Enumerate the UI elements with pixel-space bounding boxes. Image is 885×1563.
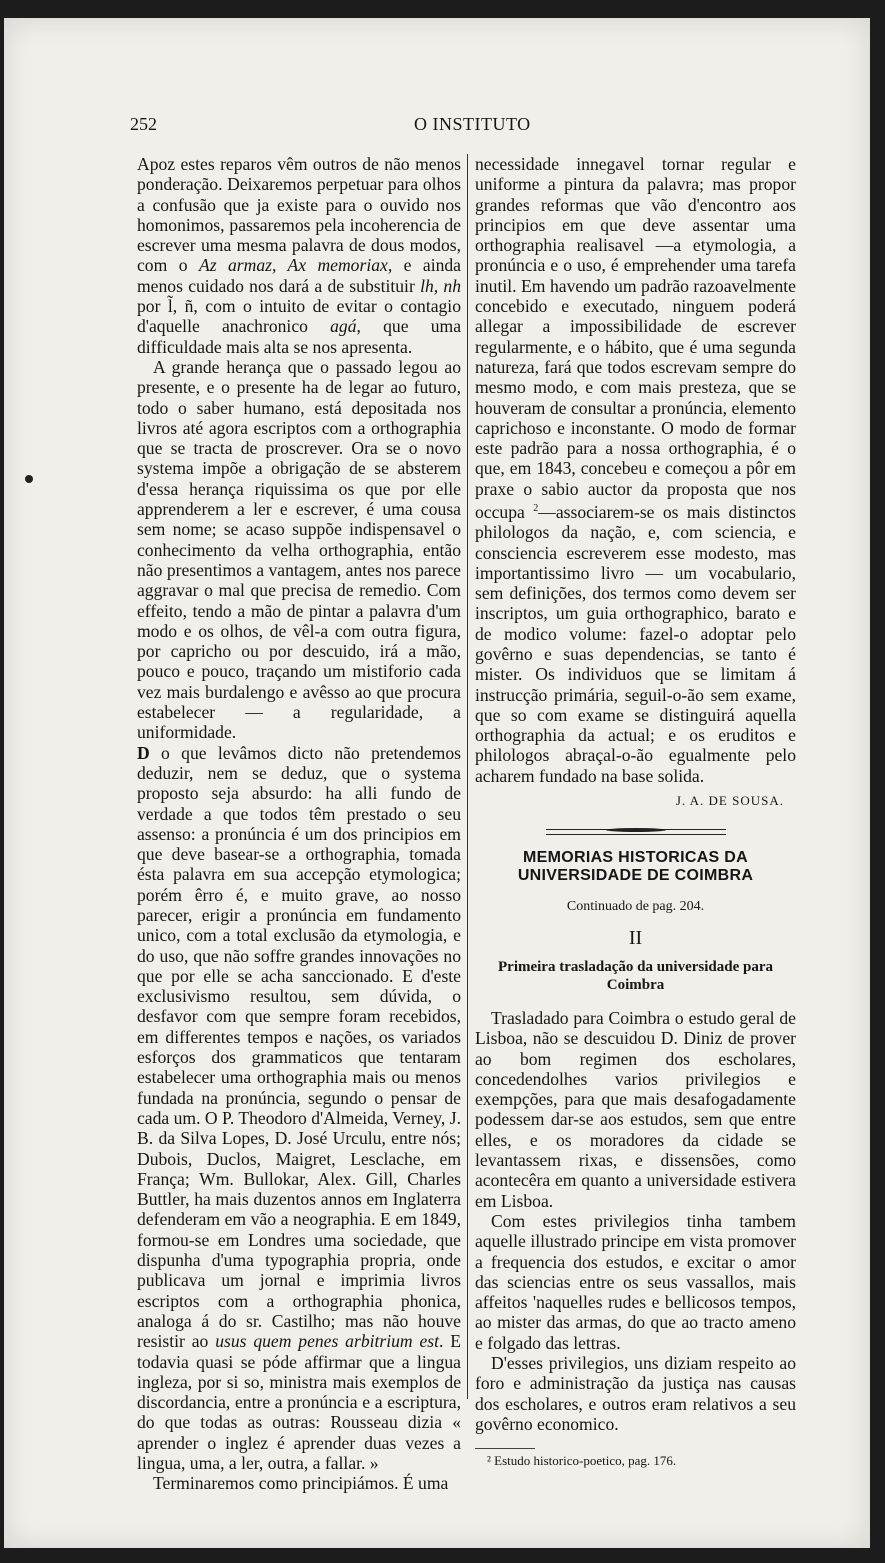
- text: necessidade innegavel tornar regular e uniforme a pintura da palavra; mas propor grandes reformas que vão d'encontro aos principios em que deve assentar uma orthographia realisavel —a etymologia, a pronúncia e o uso, é emprehender uma tarefa inutil. Em havendo um padrão razoavelmente concebido e executado, ninguem poderá allegar a impossibilidade de escrever regularmente, e o hábito, que é uma segunda natureza, fará que todos escrevam sempre do mesmo modo, e com mais presteza, que se houveram de consultar a pronúncia, elemento caprichoso e inconstante. O modo de formar este padrão para a nossa orthographia, é o que, em 1843, concebeu e começou a pôr em praxe o sabio auctor da proposta que nos occupa: [475, 154, 796, 522]
- continued-note: Continuado de pag. 204.: [566, 899, 705, 915]
- author-signature: J. A. DE SOUSA.: [675, 793, 784, 809]
- text: , que uma difficuldade mais alta se nos apresenta.: [137, 316, 461, 357]
- paragraph-continued: [475, 154, 796, 786]
- text: —associarem-se os mais distinctos philologos da nação, e, com sciencia, e consciencia escreverem esse modesto, mas importantissimo livro — um vocabulario, sem definições, dos termos como devem ser inscriptos, um guia orthographico, barato e de modico volume: fazel-o adoptar pelo govêrno e suas dependencias, se tanto é mister. Os individuos que se limitam á instrucção primária, seguil-o-ão sem exame, que so com exame se distinguirá aquella orthographia da actual; e os eruditos e philologos abraçal-o-ão egualmente pelo acharem fundado na base solida.: [475, 501, 796, 786]
- paragraph-4: Terminaremos como principiámos. É uma: [153, 1473, 449, 1494]
- footnote: ² Estudo historico-poetico, pag. 176.: [487, 1453, 677, 1469]
- italic-text: Az armaz, Ax memoriax: [198, 255, 388, 276]
- page-sheet: [4, 18, 870, 1548]
- section-title: MEMORIAS HISTORICAS DA UNIVERSIDADE DE COIMBRA: [517, 849, 754, 885]
- chapter-number: II: [628, 926, 643, 949]
- text: por l̃, ñ, com o intuito de evitar o contagio d'aquelle anachronico: [137, 296, 461, 337]
- paragraph-foro: D'esses privilegios, uns diziam respeito ao foro e administração da justiça nas causas dos escholares, e outros eram relativos a seu govêrno economico.: [475, 1353, 796, 1434]
- text: Apoz estes reparos vêm outros de não menos ponderação. Deixaremos perpetuar para olhos a confusão que ja existe para o ouvido nos homonimos, passaremos pela incoherencia de escrever uma mesma palavra de dous modos, com o: [137, 154, 461, 276]
- italic-text: agá: [330, 316, 357, 337]
- paragraph-privilegios: Com estes privilegios tinha tambem aquelle illustrado principe em vista promover a frequencia dos estudos, e excitar o amor das sciencias entre os seus vassallos, mais affeitos 'naquelles rudes e bellicosos tempos, ao mister das armas, do que ao tracto ameno e folgado das lettras.: [475, 1210, 796, 1353]
- left-column: [137, 154, 461, 1494]
- paragraph-1: [137, 154, 461, 357]
- paragraph-2: A grande herança que o passado legou ao presente, e o presente ha de legar ao futuro, todo o saber humano, está depositada nos livros até agora escriptos com a orthographia que se tracta de proscrever. Ora se o novo systema impõe a obrigação de se absterem d'essa herança riquissima os que por elle apprenderem a ler e escrever, é uma cousa sem nome; se acaso suppõe indispensavel o conhecimento da velha orthographia, então não presentimos a vantagem, antes nos parece aggravar o mal que precisa de remedio. Com effeito, tendo a mão de pintar a palavra d'um modo e os olhos, de vêl-a com outra figura, por capricho ou por descuido, irá a mão, pouco e pouco, traçando um mistiforio cada vez mais burdalengo e avêsso ao que procura estabelecer — a regularidade, a uniformidade.: [137, 356, 461, 743]
- binding-hole: [25, 475, 33, 483]
- italic-text: lh, nh: [420, 275, 461, 296]
- footnote-ref: 2: [533, 503, 539, 515]
- section-ornament: [546, 829, 726, 835]
- column-divider: [467, 154, 468, 1399]
- text: . E todavia quasi se póde affirmar que a lingua ingleza, por si so, ministra mais exemplos de discordancia, entre a pronúncia e a escriptura, do que todas as outras: Rousseau dizia « aprender o inglez é aprender duas vezes a lingua, uma, a ler, outra, a fallar. »: [137, 1331, 462, 1473]
- text: o que levâmos dicto não pretendemos deduzir, nem se deduz, que o systema proposto seja absurdo: ha alli fundo de verdade a que todos têm prestado o seu assenso: a pronúncia é um dos principios em que deve basear-se a orthographia, tomada ésta palavra em sua accepção etymologica; porém êrro é, e muito grave, ao nosso parecer, erigir a pronúncia em fundamento unico, com a total exclusão da etymologia, e do uso, que não soffre grandes innovações no que por elle se acha sanccionado. E d'este exclusivismo resultou, sem dúvida, o desfavor com que sempre foram recebidos, em differentes tempos e nações, os variados esforços dos grammaticos que tentaram estabelecer uma orthographia mais ou menos fundada na pronúncia, segundo o pensar de cada um. O P. Theodoro d'Almeida, Verney, J. B. da Silva Lopes, D. José Urculu, entre nós; Dubois, Duclos, Maigret, Lesclache, em França; Wm. Bullokar, Alex. Gill, Charles Buttler, ha mais duzentos annos em Inglaterra defenderam em vão a neographia. E em 1849, formou-se em Londres uma sociedade, que dispunha d'uma typographia propria, onde publicava um jornal e imprimia livros escriptos com a orthographia phonica, analoga á do sr. Castilho; mas não houve resistir ao: [137, 742, 461, 1352]
- paragraph-3: [137, 743, 461, 1474]
- page-number: 252: [130, 114, 157, 134]
- footnote-rule: [475, 1448, 535, 1449]
- running-title: O INSTITUTO: [414, 114, 531, 134]
- text: , e ainda menos cuidado nos dará a de substituir: [137, 255, 461, 296]
- chapter-title: Primeira trasladação da universidade para Coimbra: [498, 958, 773, 993]
- paragraph-trasladado: Trasladado para Coimbra o estudo geral de Lisboa, não se descuidou D. Diniz de prover ao bom regimen dos escholares, concedendolhes varios privilegios e exempções, para que mais desafogadamente podessem dar-se aos estudos, sem que entre elles, e os moradores da cidade se levantassem rixas, e dissensões, como acontecêra em quanto a universidade estivera em Lisboa.: [475, 1007, 796, 1211]
- italic-text: usus quem penes arbitrium est: [215, 1331, 440, 1352]
- right-column: [475, 154, 796, 1469]
- drop-cap: D: [137, 742, 150, 763]
